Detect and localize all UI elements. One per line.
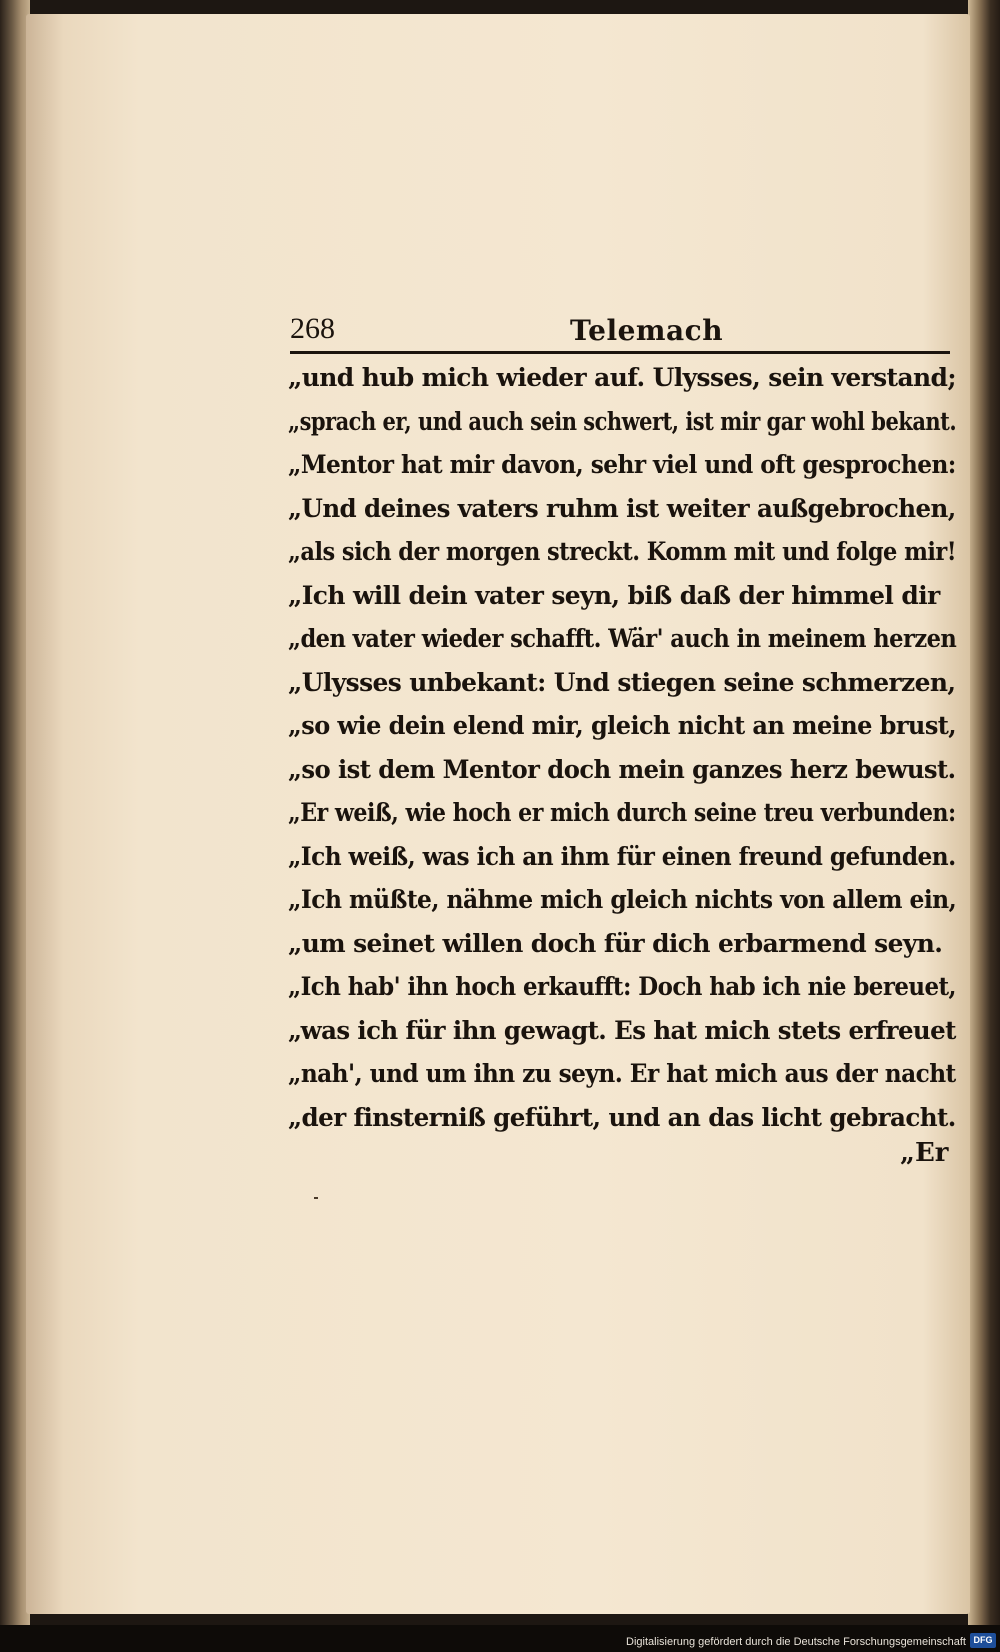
verse-line: „nah', und um ihn zu seyn. Er hat mich aus der nacht xyxy=(288,1059,956,1088)
running-head: Telemach xyxy=(570,314,724,347)
verse-line: „Ulysses unbekant: Und stiegen seine schmerzen, xyxy=(288,667,956,697)
verse-line: „was ich für ihn gewagt. Es hat mich stets erfreuet xyxy=(288,1015,956,1045)
verse-line: „Ich will dein vater seyn, biß daß der himmel dir xyxy=(288,580,940,610)
verse-text xyxy=(288,356,958,1139)
verse-line: „um seinet willen doch für dich erbarmend seyn. xyxy=(288,928,943,958)
verse-line: „Und deines vaters ruhm ist weiter außgebrochen, xyxy=(288,493,956,523)
verse-line: „als sich der morgen streckt. Komm mit und folge mir! xyxy=(288,537,957,566)
header-rule xyxy=(290,351,950,354)
verse-line: „Ich hab' ihn hoch erkaufft: Doch hab ich nie bereuet, xyxy=(288,972,956,1001)
verse-line: „Ich weiß, was ich an ihm für einen freund gefunden. xyxy=(288,841,956,871)
verse-line: „so ist dem Mentor doch mein ganzes herz bewust. xyxy=(288,754,956,784)
verse-line: „und hub mich wieder auf. Ulysses, sein verstand; xyxy=(288,363,956,392)
verse-line: „so wie dein elend mir, gleich nicht an meine brust, xyxy=(288,711,957,740)
dfg-logo-icon: DFG xyxy=(970,1633,996,1648)
ink-speck xyxy=(314,1197,318,1199)
catchword: „Er xyxy=(900,1138,949,1168)
verse-line: „Mentor hat mir davon, sehr viel und oft gesprochen: xyxy=(288,450,956,479)
verse-line: „Ich müßte, nähme mich gleich nichts von allem ein, xyxy=(288,885,957,914)
page-header xyxy=(290,310,950,350)
verse-line: „den vater wieder schafft. Wär' auch in meinem herzen xyxy=(288,624,957,653)
footer-credit: Digitalisierung gefördert durch die Deutsche Forschungsgemeinschaft xyxy=(626,1636,966,1648)
verse-line: „sprach er, und auch sein schwert, ist mir gar wohl bekant. xyxy=(288,406,957,436)
book-edge-right xyxy=(968,0,1000,1625)
page-number: 268 xyxy=(290,312,335,345)
verse-line: „Er weiß, wie hoch er mich durch seine treu verbunden: xyxy=(288,798,956,827)
verse-line: „der finsterniß geführt, und an das licht gebracht. xyxy=(288,1102,956,1132)
